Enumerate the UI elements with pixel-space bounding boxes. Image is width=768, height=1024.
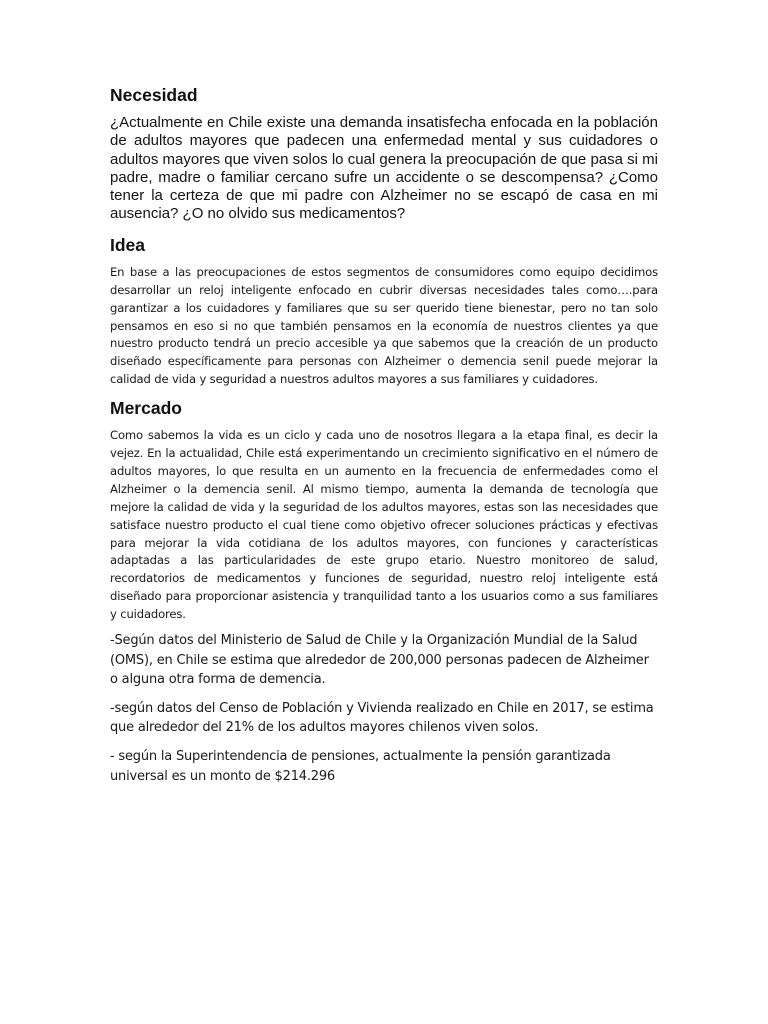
data-point-pension: - según la Superintendencia de pensiones, actualmente la pensión garantizada universal es un monto de $214.296: [110, 749, 611, 784]
paragraph-mercado: Como sabemos la vida es un ciclo y cada uno de nosotros llegara a la etapa final, es decir la vejez. En la actualidad, Chile está experimentando un crecimiento significativo en el número de adultos mayores, lo que resulta en un aumento en la frecuencia de enfermedades como el Alzheimer o la demencia senil. Al mismo tiempo, aumenta la demanda de tecnología que mejore la calidad de vida y la seguridad de los adultos mayores, estas son las necesidades que satisface nuestro producto el cual tiene como objetivo ofrecer soluciones prácticas y efectivas para mejorar la vida cotidiana de los adultos mayores, con funciones y características adaptadas a las particularidades de este grupo etario. Nuestro monitoreo de salud, recordatorios de medicamentos y funciones de seguridad, nuestro reloj inteligente está diseñado para proporcionar asistencia y tranquilidad tanto a los usuarios como a sus familiares y cuidadores.: [110, 428, 658, 622]
section-necesidad: [110, 84, 658, 224]
data-point-dementia: -Según datos del Ministerio de Salud de Chile y la Organización Mundial de la Salud (OMS), en Chile se estima que alrededor de 200,000 personas padecen de Alzheimer o alguna otra forma de demencia.: [110, 633, 649, 688]
heading-mercado: Mercado: [110, 398, 182, 419]
section-idea: [110, 234, 658, 389]
data-point-census: -según datos del Censo de Población y Vivienda realizado en Chile en 2017, se estima que alrededor del 21% de los adultos mayores chilenos viven solos.: [110, 700, 654, 736]
paragraph-idea: En base a las preocupaciones de estos segmentos de consumidores como equipo decidimos desarrollar un reloj inteligente enfocado en cubrir diversas necesidades tales como….para garantizar a los cuidadores y familiares que su ser querido tiene bienestar, pero no tan solo pensamos en eso si no que también pensamos en la economía de nuestros clientes ya que nuestro producto tendrá un precio accesible ya que sabemos que la creación de un producto diseñado específicamente para personas con Alzheimer o demencia senil puede mejorar la calidad de vida y seguridad a nuestros adultos mayores a sus familiares y cuidadores.: [110, 264, 658, 387]
heading-necesidad: Necesidad: [110, 85, 198, 105]
paragraph-necesidad: ¿Actualmente en Chile existe una demanda insatisfecha enfocada en la población de adultos mayores que padecen una enfermedad mental y sus cuidadores o adultos mayores que viven solos lo cual genera la preocupación de que pasa si mi padre, madre o familiar cercano sufre un accidente o se descompensa? ¿Como tener la certeza de que mi padre con Alzheimer no se escapó de casa en mi ausencia? ¿O no olvido sus medicamentos?: [110, 114, 658, 223]
heading-idea: Idea: [110, 234, 146, 255]
document-page: [110, 84, 658, 795]
section-mercado: [110, 397, 658, 786]
